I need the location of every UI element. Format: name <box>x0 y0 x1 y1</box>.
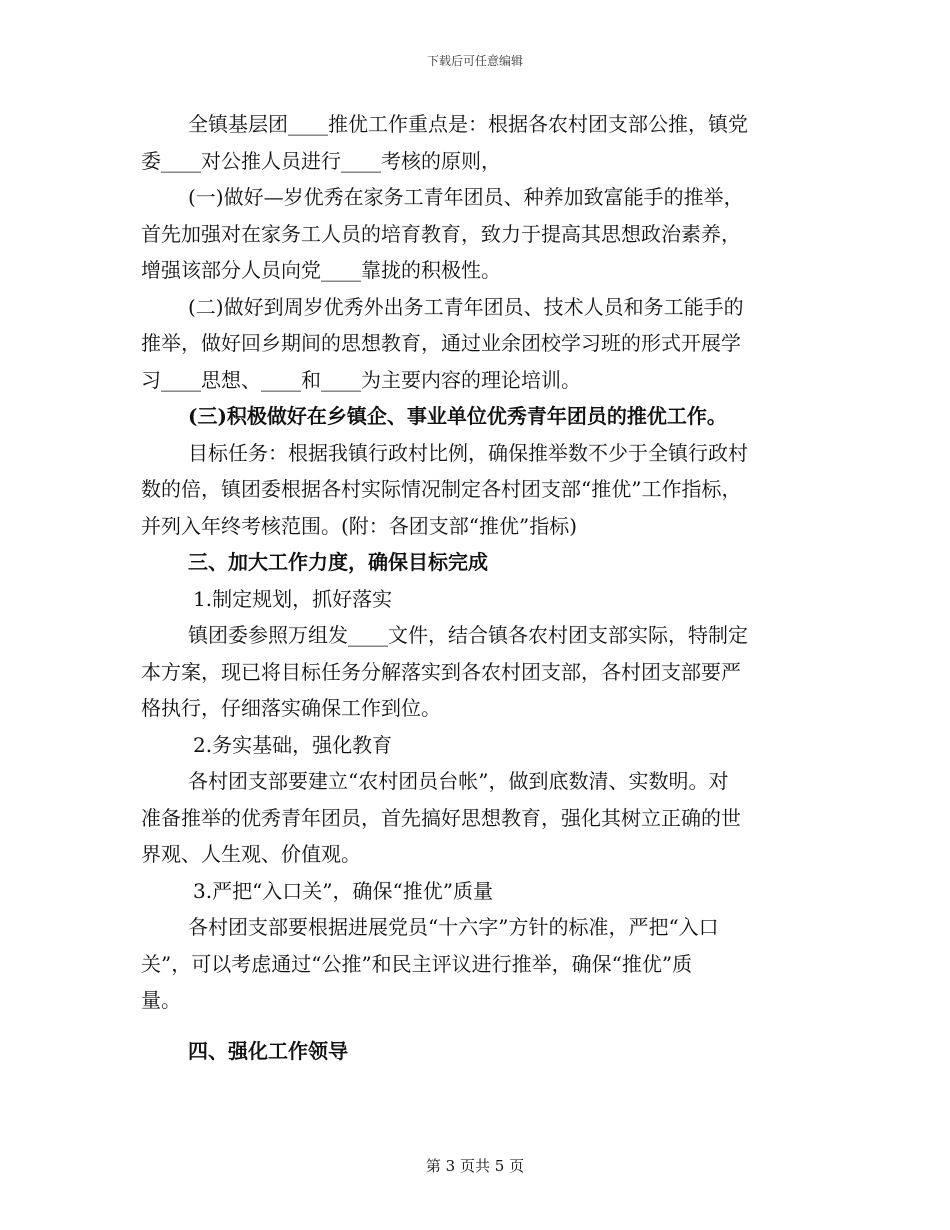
text-line: 全镇基层团____推优工作重点是：根据各农村团支部公推，镇党 <box>188 112 748 136</box>
text-line: 界观、人生观、价值观。 <box>141 842 361 866</box>
section-heading: 四、强化工作领导 <box>188 1038 348 1063</box>
text-line: 镇团委参照万组发____文件，结合镇各农村团支部实际，特制定 <box>188 623 748 647</box>
text-line: 首先加强对在家务工人员的培育教育，致力于提高其思想政治素养， <box>141 221 741 246</box>
text-line: 委____对公推人员进行____考核的原则， <box>141 148 501 173</box>
text-line: 量。 <box>141 988 181 1012</box>
text-line: 关”，可以考虑通过“公推”和民主评议进行推举，确保“推优”质 <box>141 951 693 976</box>
page-header: 下载后可任意编辑 <box>426 54 523 68</box>
text-line: (一)做好—岁优秀在家务工青年团员、种养加致富能手的推举， <box>188 185 744 209</box>
text-line: 格执行，仔细落实确保工作到位。 <box>141 696 441 720</box>
text-line: 目标任务：根据我镇行政村比例，确保推举数不少于全镇行政村 <box>188 440 748 465</box>
subsection-heading: 3.严把“入口关”，确保“推优”质量 <box>193 878 493 903</box>
text-line: 各村团支部要建立“农村团员台帐”，做到底数清、实数明。对 <box>188 769 729 793</box>
text-line: (二)做好到周岁优秀外出务工青年团员、技术人员和务工能手的 <box>188 294 744 319</box>
text-line: 增强该部分人员向党____靠拢的积极性。 <box>141 258 501 282</box>
text-line: 各村团支部要根据进展党员“十六字”方针的标准，严把“入口 <box>188 915 719 939</box>
subsection-heading: 2.务实基础，强化教育 <box>193 732 393 757</box>
text-line: 推举，做好回乡期间的思想教育，通过业余团校学习班的形式开展学 <box>141 331 741 355</box>
text-line: 准备推举的优秀青年团员，首先搞好思想教育，强化其树立正确的世 <box>141 805 741 830</box>
text-line: 并列入年终考核范围。(附：各团支部“推优”指标) <box>141 513 578 538</box>
document-body <box>141 106 811 1069</box>
subsection-heading: 1.制定规划，抓好落实 <box>193 586 393 611</box>
page-footer: 第 3 页共 5 页 <box>425 1157 525 1175</box>
text-line: 本方案，现已将目标任务分解落实到各农村团支部，各村团支部要严 <box>141 659 741 684</box>
text-line: 数的倍，镇团委根据各村实际情况制定各村团支部“推优”工作指标， <box>141 477 742 501</box>
text-line: 习____思想、____和____为主要内容的理论培训。 <box>141 367 581 392</box>
section-heading: 三、加大工作力度，确保目标完成 <box>188 550 488 574</box>
section-heading: (三)积极做好在乡镇企、事业单位优秀青年团员的推优工作。 <box>188 404 727 428</box>
